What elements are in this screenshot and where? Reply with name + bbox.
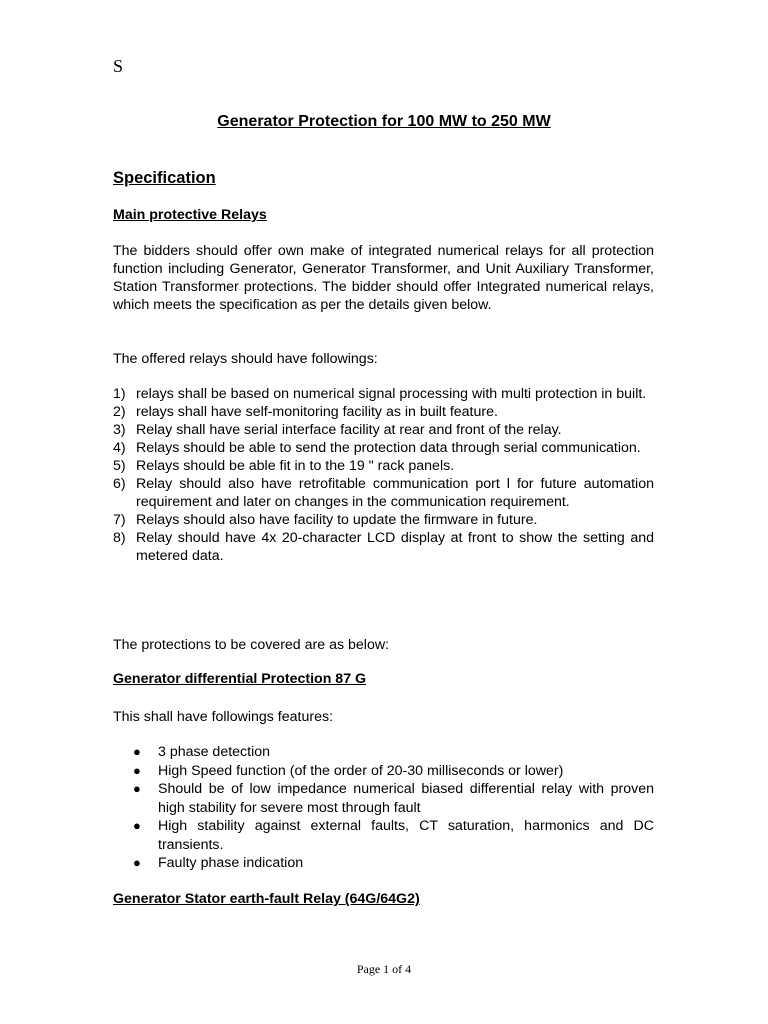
list-text: Relay shall have serial interface facility at rear and front of the relay. xyxy=(136,422,562,438)
list-item xyxy=(113,403,654,421)
list-text: relays shall be based on numerical signal processing with multi protection in built. xyxy=(136,386,647,402)
offered-relays-text: The offered relays should have followings: xyxy=(113,351,378,367)
list-text: High Speed function (of the order of 20-30 milliseconds or lower) xyxy=(158,762,564,779)
gen-diff-heading: Generator differential Protection 87 G xyxy=(113,671,367,687)
bullet-icon: ● xyxy=(133,762,141,778)
list-item xyxy=(113,511,654,529)
list-text: High stability against external faults, CT saturation, harmonics and DC transients. xyxy=(158,818,654,853)
list-item xyxy=(113,421,654,439)
list-item xyxy=(133,780,654,817)
document-title: Generator Protection for 100 MW to 250 MW xyxy=(217,113,551,130)
list-text: Relays should also have facility to update the firmware in future. xyxy=(136,512,538,528)
list-item xyxy=(113,439,654,457)
list-text: Relays should be able to send the protection data through serial communication. xyxy=(136,440,641,456)
list-text: Should be of low impedance numerical biased differential relay with proven high stability for severe most through fault xyxy=(158,781,654,816)
bullet-icon: ● xyxy=(133,855,141,870)
stator-heading: Generator Stator earth-fault Relay (64G/64G2) xyxy=(113,891,420,907)
main-relays-heading: Main protective Relays xyxy=(113,207,267,223)
page-footer: Page 1 of 4 xyxy=(356,962,412,976)
list-number: 5) xyxy=(113,458,126,474)
intro-paragraph: The bidders should offer own make of integrated numerical relays for all protection function including Generator, Generator Transformer, and Unit Auxiliary Transformer, Station Transformer protections. The bidder should offer Integrated numerical relays, which meets the specification as per the details given below. xyxy=(113,243,654,313)
bullet-icon: ● xyxy=(133,744,141,759)
bullet-icon: ● xyxy=(133,818,141,833)
protections-text: The protections to be covered are as below: xyxy=(113,637,390,653)
list-text: Faulty phase indication xyxy=(158,855,304,871)
list-number: 4) xyxy=(113,440,126,456)
list-number: 2) xyxy=(113,404,126,420)
specification-heading: Specification xyxy=(113,169,216,187)
list-number: 3) xyxy=(113,422,126,438)
list-text: Relay should also have retrofitable communication port l for future automation requirement and later on changes in the communication requirement. xyxy=(136,476,654,510)
features-text: This shall have followings features: xyxy=(113,709,334,725)
bullet-icon: ● xyxy=(133,781,141,796)
list-item xyxy=(133,762,654,781)
list-item xyxy=(133,743,654,762)
list-item xyxy=(133,817,654,854)
list-item xyxy=(113,529,654,565)
list-item xyxy=(113,457,654,475)
requirements-list xyxy=(113,385,654,565)
list-text: Relay should have 4x 20-character LCD display at front to show the setting and metered data. xyxy=(136,530,654,564)
list-number: 6) xyxy=(113,476,126,492)
list-number: 1) xyxy=(113,386,126,402)
features-list xyxy=(133,743,654,873)
list-item xyxy=(133,854,654,873)
list-text: relays shall have self-monitoring facility as in built feature. xyxy=(136,404,498,420)
list-text: Relays should be able fit in to the 19 " rack panels. xyxy=(136,458,455,474)
list-number: 7) xyxy=(113,512,126,528)
corner-mark: S xyxy=(113,56,124,76)
list-item xyxy=(113,475,654,511)
list-item xyxy=(113,385,654,403)
list-text: 3 phase detection xyxy=(158,744,271,760)
list-number: 8) xyxy=(113,530,126,546)
